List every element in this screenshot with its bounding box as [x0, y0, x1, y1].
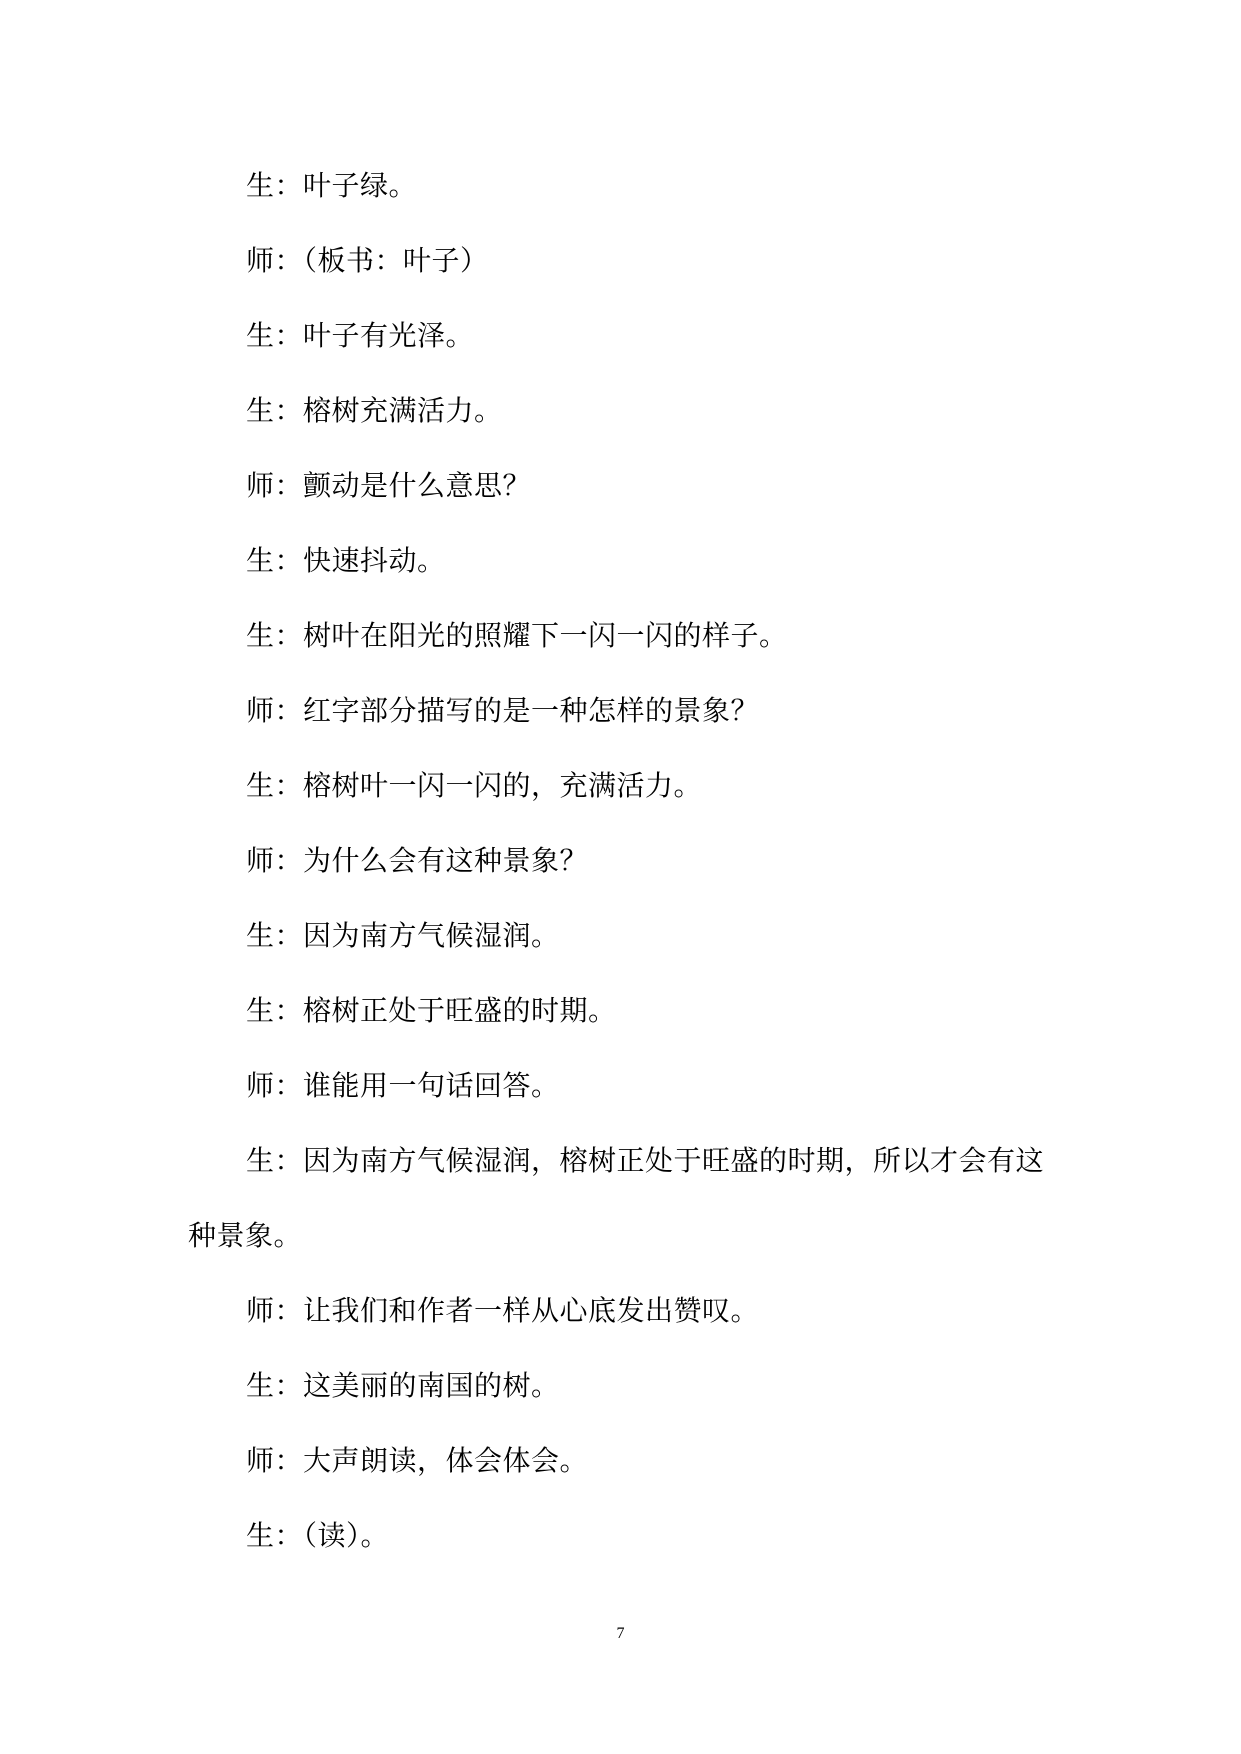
dialogue-line: 生：叶子有光泽。 — [246, 319, 475, 352]
dialogue-line: 师：（板书：叶子） — [246, 244, 489, 277]
dialogue-line: 师：让我们和作者一样从心底发出赞叹。 — [246, 1294, 760, 1327]
dialogue-line: 生：榕树正处于旺盛的时期。 — [246, 994, 617, 1027]
dialogue-line: 生：快速抖动。 — [246, 544, 446, 577]
page-number: 7 — [616, 1625, 625, 1642]
dialogue-line: 生：树叶在阳光的照耀下一闪一闪的样子。 — [246, 619, 788, 652]
dialogue-line: 师：颤动是什么意思？ — [246, 469, 532, 502]
dialogue-line: 生：因为南方气候湿润，榕树正处于旺盛的时期，所以才会有这种景象。 — [188, 1144, 1045, 1252]
dialogue-line: 生：（读）。 — [246, 1519, 390, 1552]
dialogue-line: 师：谁能用一句话回答。 — [246, 1069, 560, 1102]
dialogue-line: 师：红字部分描写的是一种怎样的景象？ — [246, 694, 760, 727]
dialogue-line: 生：因为南方气候湿润。 — [246, 919, 560, 952]
dialogue-line: 师：大声朗读，体会体会。 — [246, 1444, 589, 1477]
dialogue-line: 师：为什么会有这种景象？ — [246, 844, 589, 877]
document-body — [188, 148, 1058, 1573]
dialogue-line: 生：叶子绿。 — [246, 169, 418, 202]
dialogue-line: 生：榕树叶一闪一闪的，充满活力。 — [246, 769, 703, 802]
dialogue-line: 生：这美丽的南国的树。 — [246, 1369, 560, 1402]
dialogue-line: 生：榕树充满活力。 — [246, 394, 503, 427]
